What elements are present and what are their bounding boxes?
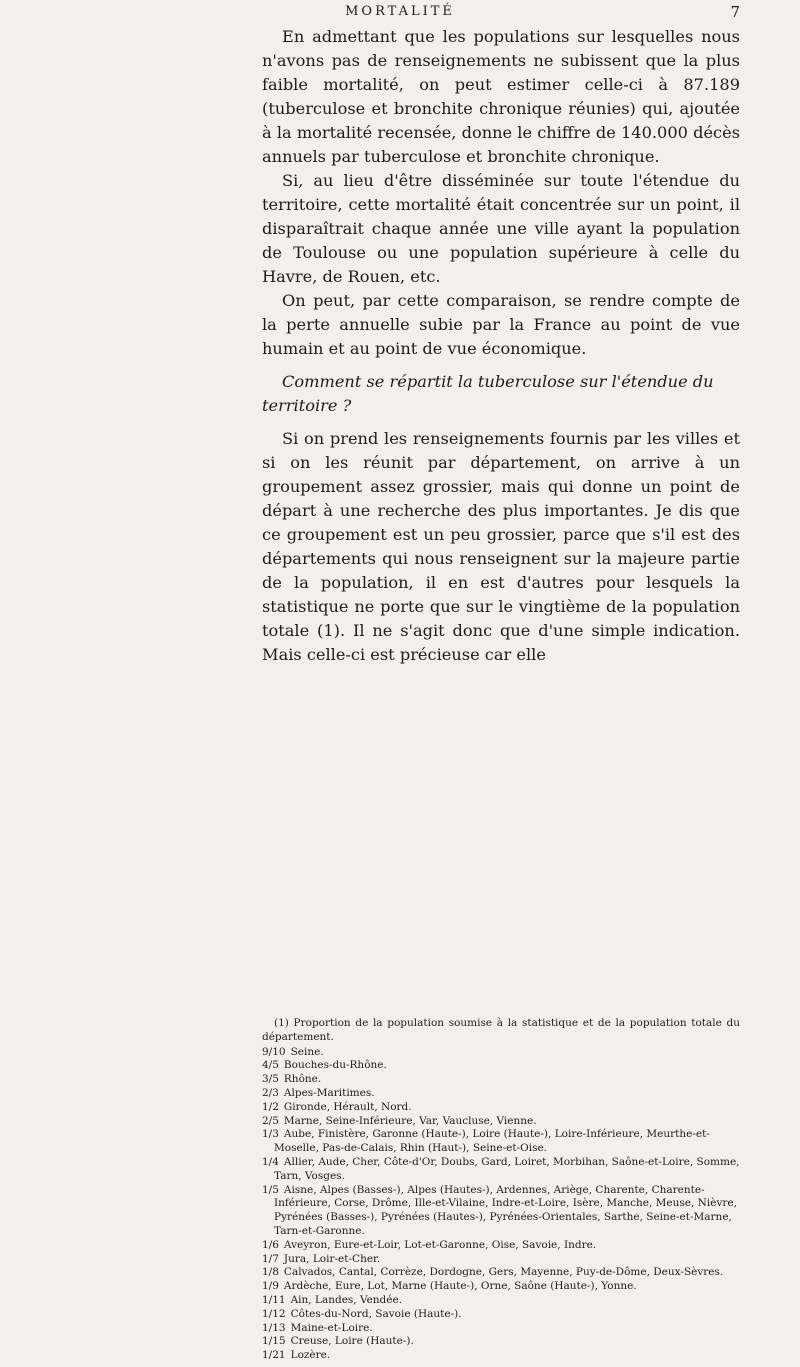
footnote-row [262,1128,740,1156]
footnote-departments: Bouches-du-Rhône. [283,1059,387,1072]
footnote-ratio: 1/15 [262,1335,286,1348]
paragraph-2: Si, au lieu d'être disséminée sur toute l'étendue du territoire, cette mortalité était concentrée sur un point, il disparaîtrait chaque année une ville ayant la population de Toulouse ou une population supérieure à celle du Havre, de Rouen, etc. [262,171,740,286]
footnote-row [262,1046,740,1060]
footnote-departments: Seine. [290,1045,324,1058]
footnote-departments: Gironde, Hérault, Nord. [283,1100,412,1113]
footnote-ratio: 1/2 [262,1100,279,1113]
footnote-departments: Aube, Finistère, Garonne (Haute-), Loire (Haute-), Loire-Inférieure, Meurthe-et-Moselle, Pas-de-Calais, Rhin (Haut-), Seine-et-Oise. [274,1128,710,1155]
footnote-departments: Ain, Landes, Vendée. [290,1293,403,1306]
footnote [262,1017,740,1363]
footnote-row [262,1253,740,1267]
footnote-ratio: 1/9 [262,1280,279,1293]
footnote-row [262,1335,740,1349]
body-text [262,25,740,667]
footnote-departments: Côtes-du-Nord, Savoie (Haute-). [290,1307,462,1320]
footnote-departments: Rhône. [283,1073,322,1086]
footnote-departments: Aisne, Alpes (Basses-), Alpes (Hautes-), Ardennes, Ariège, Charente, Charente-Inférieure, Corse, Drôme, Ille-et-Vilaine, Indre-et-Loire, Isère, Manche, Meuse, Nièvre, Pyrénées (Basses-), Pyrénées (Hautes-), Pyrénées-Orientales, Sarthe, Seine-et-Marne, Tarn-et-Garonne. [274,1183,737,1237]
page-header [0,0,800,28]
footnote-ratio: 1/21 [262,1349,286,1362]
footnote-intro: (1) Proportion de la population soumise à la statistique et de la population totale du département. [262,1017,740,1043]
footnote-ratio: 1/7 [262,1252,279,1265]
footnote-row [262,1115,740,1129]
footnote-ratio: 1/3 [262,1128,279,1141]
footnote-ratio: 1/11 [262,1293,286,1306]
footnote-row [262,1073,740,1087]
footnote-row [262,1101,740,1115]
footnote-row [262,1156,740,1184]
footnote-departments: Lozère. [290,1349,331,1362]
footnote-row [262,1294,740,1308]
paragraph-1: En admettant que les populations sur lesquelles nous n'avons pas de renseignements ne subissent que la plus faible mortalité, on peut estimer celle-ci à 87.189 (tuberculose et bronchite chronique réunies) qui, ajoutée à la mortalité recensée, donne le chiffre de 140.000 décès annuels par tuberculose et bronchite chronique. [262,27,740,166]
footnote-departments: Creuse, Loire (Haute-). [290,1335,414,1348]
running-title: MORTALITÉ [345,4,455,19]
footnote-ratio: 1/5 [262,1183,279,1196]
footnote-ratio: 2/3 [262,1086,279,1099]
footnote-departments: Alpes-Maritimes. [283,1086,375,1099]
footnote-ratio: 1/12 [262,1307,286,1320]
footnote-ratio: 9/10 [262,1045,286,1058]
paragraph-4: Si on prend les renseignements fournis par les villes et si on les réunit par département, on arrive à un groupement assez grossier, mais qui donne un point de départ à une recherche des plus importantes. Je dis que ce groupement est un peu grossier, parce que s'il est des départements qui nous renseignent sur la majeure partie de la population, il en est d'autres pour lesquels la statistique ne porte que sur le vingtième de la population totale (1). Il ne s'agit donc que d'une simple indication. Mais celle-ci est précieuse car elle [262,429,740,664]
footnote-departments: Maine-et-Loire. [290,1321,373,1334]
footnote-departments: Aveyron, Eure-et-Loir, Lot-et-Garonne, Oise, Savoie, Indre. [283,1238,597,1251]
footnote-row [262,1059,740,1073]
footnote-row [262,1266,740,1280]
footnote-row [262,1184,740,1239]
footnote-ratio: 1/6 [262,1238,279,1251]
footnote-list [262,1046,740,1363]
footnote-row [262,1322,740,1336]
paragraph-3: On peut, par cette comparaison, se rendre compte de la perte annuelle subie par la France au point de vue humain et au point de vue économique. [262,291,740,358]
footnote-row [262,1308,740,1322]
footnote-ratio: 2/5 [262,1114,279,1127]
footnote-departments: Marne, Seine-Inférieure, Var, Vaucluse, Vienne. [283,1114,537,1127]
footnote-departments: Jura, Loir-et-Cher. [283,1252,381,1265]
footnote-row [262,1349,740,1363]
footnote-row [262,1087,740,1101]
page-number: 7 [730,3,740,21]
footnote-ratio: 3/5 [262,1073,279,1086]
footnote-row [262,1280,740,1294]
footnote-ratio: 1/13 [262,1321,286,1334]
footnote-departments: Allier, Aude, Cher, Côte-d'Or, Doubs, Gard, Loiret, Morbihan, Saône-et-Loire, Somme, Tarn, Vosges. [274,1155,740,1182]
footnote-row [262,1239,740,1253]
footnote-departments: Ardèche, Eure, Lot, Marne (Haute-), Orne, Saône (Haute-), Yonne. [283,1280,637,1293]
footnote-ratio: 1/8 [262,1266,279,1279]
footnote-departments: Calvados, Cantal, Corrèze, Dordogne, Gers, Mayenne, Puy-de-Dôme, Deux-Sèvres. [283,1266,724,1279]
section-heading: Comment se répartit la tuberculose sur l'étendue du territoire ? [262,372,714,415]
footnote-ratio: 4/5 [262,1059,279,1072]
footnote-ratio: 1/4 [262,1155,279,1168]
